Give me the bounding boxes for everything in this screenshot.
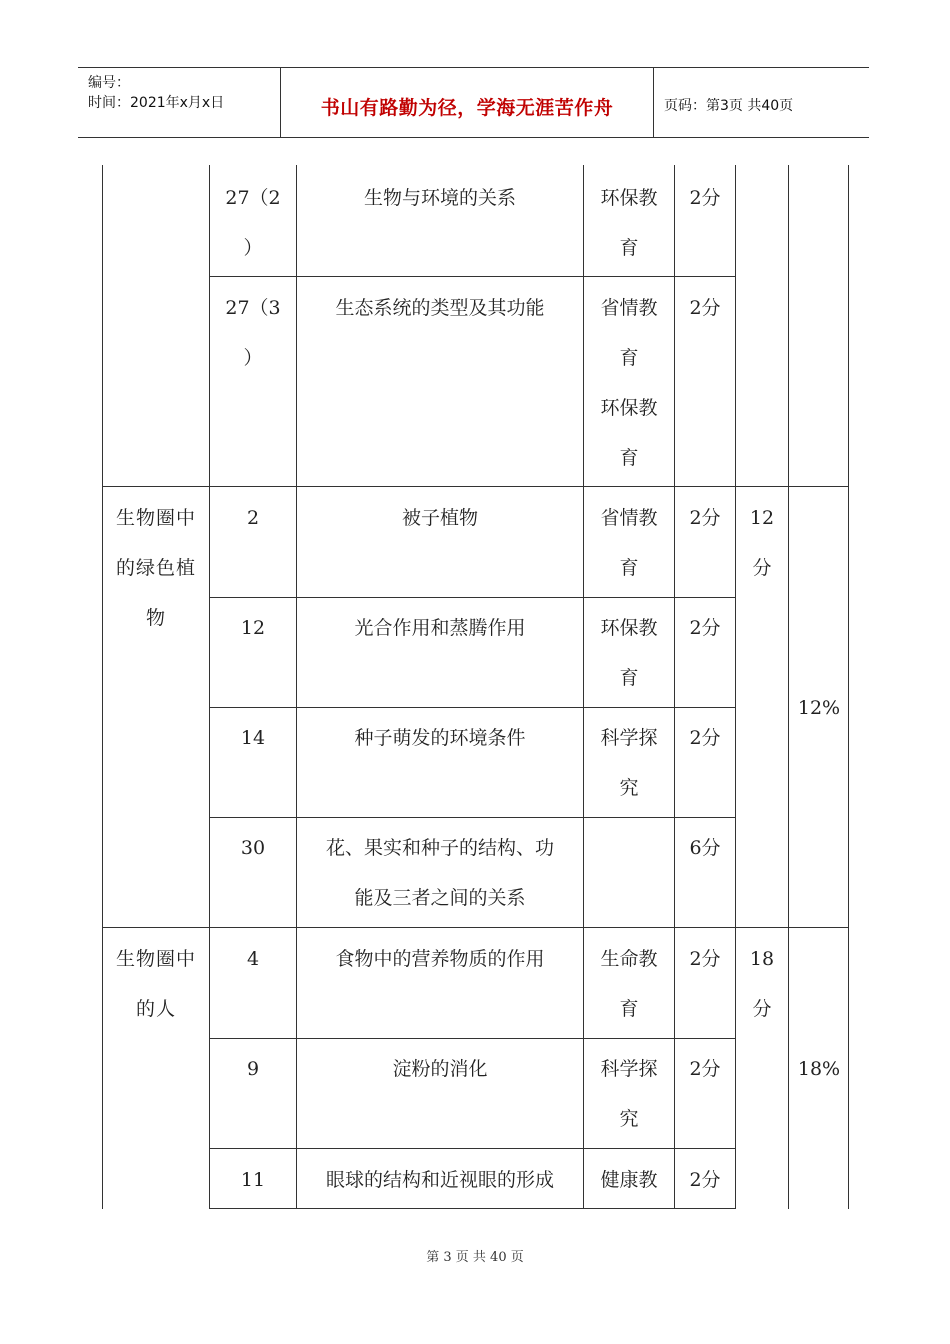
topic-line: 的人	[135, 998, 176, 1020]
score: 2分	[689, 187, 721, 209]
education-type	[584, 934, 674, 1034]
total-score-line: 分	[752, 998, 772, 1020]
education-type	[584, 493, 674, 593]
education-type-line: 究	[619, 777, 639, 799]
table-border	[209, 276, 736, 277]
question-number-line: 27（2	[225, 187, 281, 209]
knowledge-point: 光合作用和蒸腾作用	[354, 617, 526, 639]
table-border	[209, 817, 736, 818]
knowledge-point: 眼球的结构和近视眼的形成	[325, 1169, 554, 1191]
knowledge-point: 被子植物	[401, 507, 478, 529]
education-type-line: 环保教	[600, 187, 658, 209]
table-border	[102, 165, 103, 1209]
score: 2分	[689, 507, 721, 529]
topic-total-score	[736, 493, 788, 593]
education-type-line: 健康教	[600, 1169, 658, 1191]
topic-cell	[103, 493, 209, 643]
knowledge-point: 淀粉的消化	[392, 1058, 488, 1080]
question-number-line: 27（3	[225, 297, 281, 319]
question-number-line: ）	[243, 237, 263, 259]
education-type-line: 育	[619, 447, 639, 469]
table-border	[735, 165, 736, 1209]
total-score-line: 18	[749, 948, 775, 970]
knowledge-point-line: 花、果实和种子的结构、功	[325, 837, 554, 859]
education-type-line: 科学探	[600, 1058, 658, 1080]
education-type-line: 育	[619, 237, 639, 259]
education-type	[584, 603, 674, 703]
question-number	[210, 173, 296, 273]
table-border	[209, 597, 736, 598]
question-number: 9	[246, 1058, 260, 1080]
score: 2分	[689, 1058, 721, 1080]
table-border	[102, 927, 849, 928]
score: 2分	[689, 297, 721, 319]
question-number	[210, 283, 296, 383]
total-score-line: 分	[752, 557, 772, 579]
knowledge-point-line: 能及三者之间的关系	[354, 887, 526, 909]
table-border	[209, 1148, 736, 1149]
question-number: 11	[240, 1169, 266, 1191]
question-number-line: ）	[243, 347, 263, 369]
question-number: 4	[246, 948, 260, 970]
education-type-line: 环保教	[600, 397, 658, 419]
knowledge-point: 生物与环境的关系	[363, 187, 516, 209]
document-time: 时间：2021年x月x日	[88, 95, 225, 111]
topic-line: 物	[145, 607, 166, 629]
page-info: 页码：第3页 共40页	[664, 98, 794, 114]
education-type	[584, 1155, 674, 1205]
education-type	[584, 1044, 674, 1144]
topic-cell	[103, 934, 209, 1034]
score: 6分	[689, 837, 721, 859]
education-type-line: 生命教	[600, 948, 658, 970]
topic-percent: 18%	[797, 1058, 841, 1080]
document-number: 编号：	[88, 75, 130, 91]
education-type-line: 育	[619, 998, 639, 1020]
score: 2分	[689, 617, 721, 639]
education-type-line: 环保教	[600, 617, 658, 639]
question-number: 30	[240, 837, 266, 859]
topic-percent: 12%	[797, 697, 841, 719]
table-border	[209, 1208, 736, 1209]
score: 2分	[689, 1169, 721, 1191]
knowledge-point: 生态系统的类型及其功能	[335, 297, 545, 319]
topic-total-score	[736, 934, 788, 1034]
education-type	[584, 173, 674, 273]
table-border	[209, 707, 736, 708]
knowledge-point	[297, 823, 583, 923]
education-type-line: 育	[619, 347, 639, 369]
education-type-line: 科学探	[600, 727, 658, 749]
education-type-line: 育	[619, 667, 639, 689]
question-number: 14	[240, 727, 266, 749]
knowledge-point: 食物中的营养物质的作用	[335, 948, 545, 970]
education-type-line: 省情教	[600, 507, 658, 529]
topic-line: 生物圈中	[115, 948, 196, 970]
question-number: 12	[240, 617, 266, 639]
education-type	[584, 283, 674, 483]
score: 2分	[689, 727, 721, 749]
score: 2分	[689, 948, 721, 970]
question-number: 2	[246, 507, 260, 529]
table-border	[209, 1038, 736, 1039]
header-motto: 书山有路勤为径，学海无涯苦作舟	[320, 97, 614, 119]
total-score-line: 12	[749, 507, 775, 529]
knowledge-point: 种子萌发的环境条件	[354, 727, 526, 749]
topic-line: 生物圈中	[115, 507, 196, 529]
topic-line: 的绿色植	[115, 557, 196, 579]
education-type	[584, 713, 674, 813]
education-type-line: 省情教	[600, 297, 658, 319]
education-type-line: 究	[619, 1108, 639, 1130]
table-border	[102, 486, 849, 487]
education-type-line: 育	[619, 557, 639, 579]
page-footer: 第 3 页 共 40 页	[426, 1250, 524, 1265]
